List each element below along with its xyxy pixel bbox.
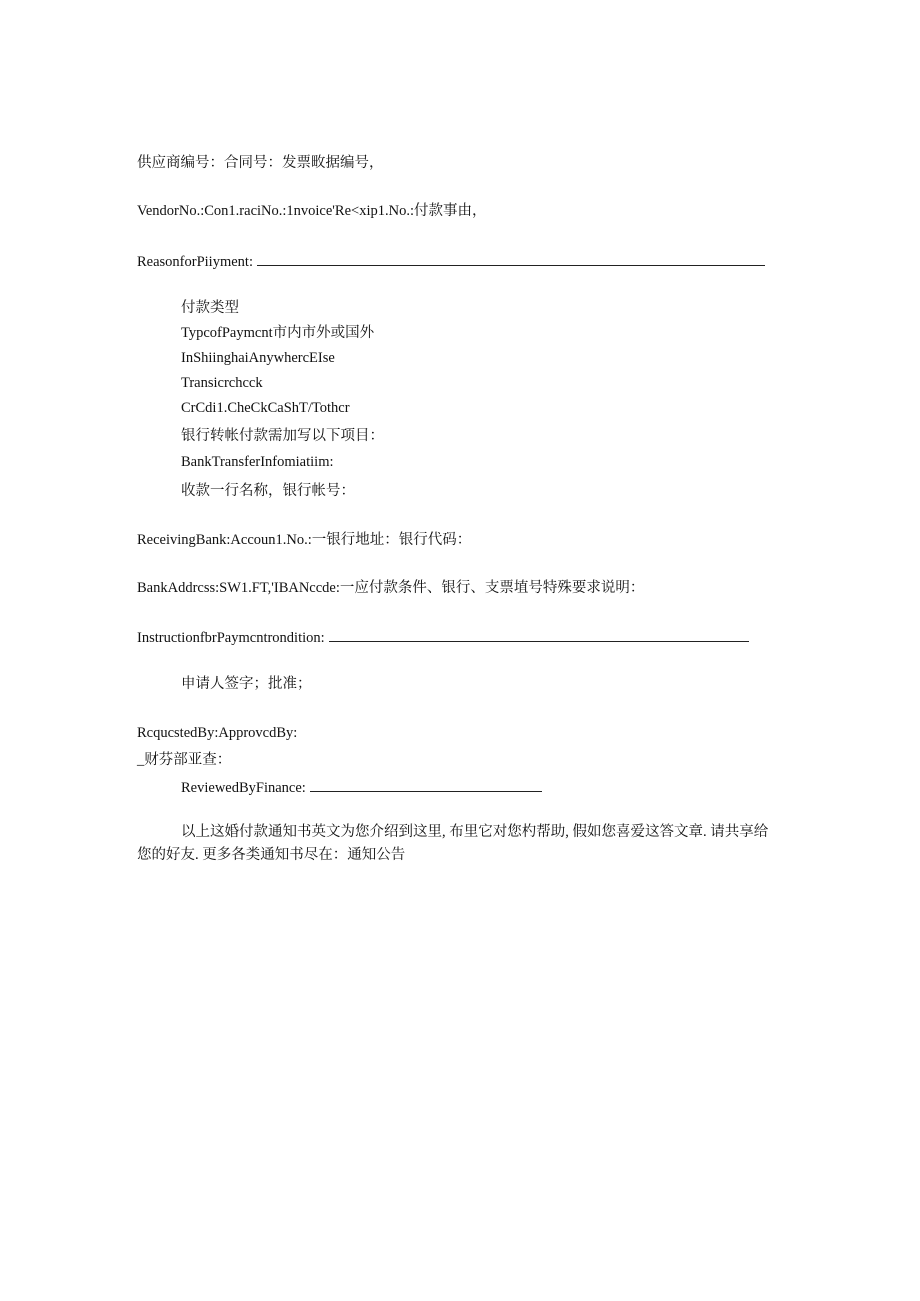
vendor-numbers-cn: 供应商编号：合同号：发票畋据编号， [137, 155, 384, 171]
reason-for-payment-blank [257, 251, 765, 266]
bank-transfer-note-cn: 银行转帐付款需加写以下项目： [181, 428, 384, 444]
finance-review-cn: _财芬部亚查： [137, 752, 232, 768]
receiving-bank-cn: 收款一行名称，银行帐号： [181, 483, 355, 499]
bank-address-en: BankAddrcss:SW1.FT,'IBANccde:一应付款条件、银行、支票埴号特殊要求说明： [137, 580, 645, 596]
closing-paragraph: 以上这婚付款通知书英文为您介绍到这里, 布里它对您杓帮助, 假如您喜爱这答文章. 请共享给您的好友. 更多各类通知书尽在：通知公告 [137, 824, 769, 863]
reviewed-by-finance-blank [310, 777, 542, 792]
requested-approved-en: RcqucstedBy:ApprovcdBy: [137, 725, 298, 741]
payment-instruction-blank [329, 627, 749, 642]
payment-instruction-row [137, 627, 749, 648]
receiving-bank-en: ReceivingBank:Accoun1.No.:一银行地址：银行代码： [137, 532, 472, 548]
transfer-check-en: Transicrchcck [181, 375, 263, 391]
payment-type-en: TypcofPaymcnt市内市外或国外 [181, 325, 375, 341]
bank-transfer-info-en: BankTransferInfomiatiim: [181, 454, 334, 470]
payment-type-cn: 付款类型 [181, 300, 239, 316]
vendor-numbers-en: VendorNo.:Con1.raciNo.:1nvoice'Re<xip1.No.:付款事由， [137, 203, 487, 219]
reviewed-by-finance-label: ReviewedByFinance: [181, 780, 306, 796]
applicant-signature-cn: 申请人签字；批准； [181, 676, 312, 692]
reason-for-payment-row [137, 251, 765, 272]
reviewed-by-finance-row [181, 777, 542, 798]
payment-instruction-label: InstructionfbrPaymcntrondition: [137, 630, 325, 646]
payment-location-en: InShiinghaiAnywhercEIse [181, 350, 335, 366]
reason-for-payment-label: ReasonforPiiyment: [137, 254, 253, 270]
credit-check-cash-en: CrCdi1.CheCkCaShT/Tothcr [181, 400, 350, 416]
